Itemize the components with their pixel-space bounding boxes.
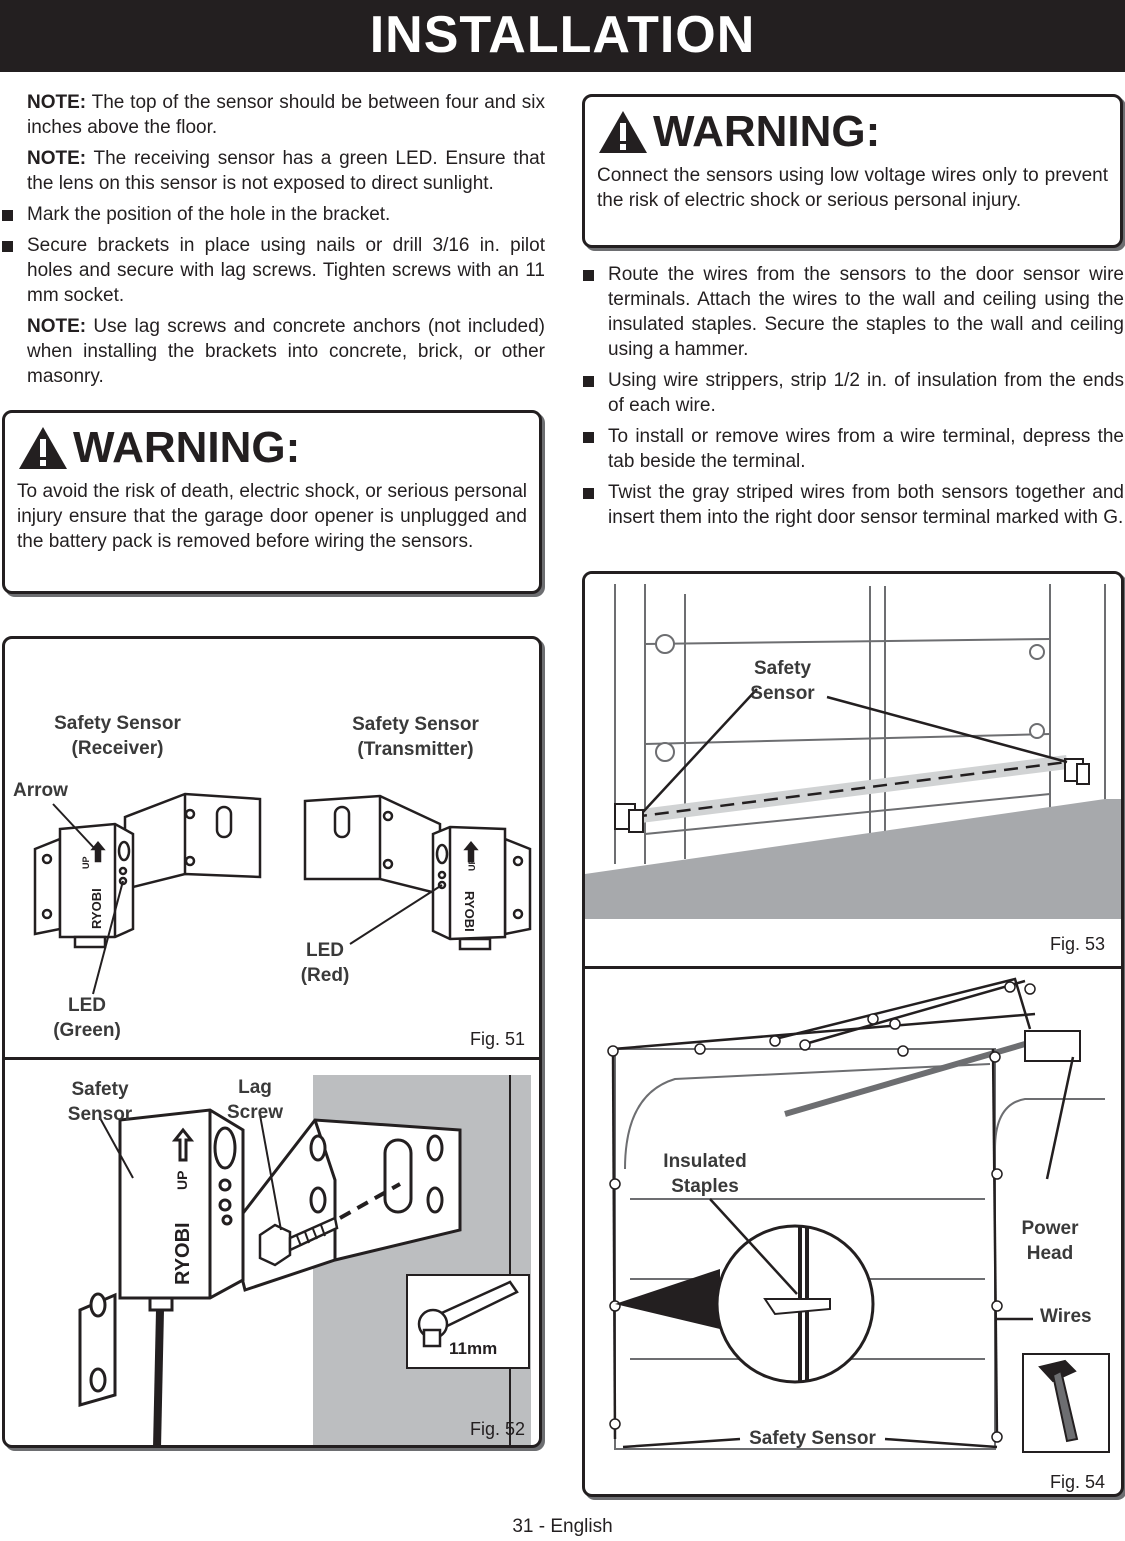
transmitter-up-text: UP	[467, 858, 477, 871]
fig51-transmitter-label: Safety Sensor (Transmitter)	[352, 714, 479, 760]
note-3: NOTE: Use lag screws and concrete anchors (not included) when installing the brackets into concrete, brick, or other masonry.	[27, 316, 545, 387]
left-column-text	[0, 90, 545, 395]
receiver-up-text: UP	[81, 856, 91, 869]
safety-sensor-leader-left	[623, 1439, 740, 1447]
hammer-inset	[1023, 1354, 1109, 1452]
figure-box-53-54	[582, 571, 1124, 1497]
bullet-twist-wires: Twist the gray striped wires from both sensors together and insert them into the right door sensor terminal marked with G.	[581, 480, 1124, 530]
warning-text: To avoid the risk of death, electric shock, or serious personal injury ensure that the garage door opener is unplugged and the battery pack is removed before wiring the sensors.	[17, 481, 527, 552]
bullet-wire-terminal: To install or remove wires from a wire terminal, depress the tab beside the terminal.	[581, 424, 1124, 474]
led-red-leader	[350, 885, 442, 944]
bullet-strip-wires: Using wire strippers, strip 1/2 in. of insulation from the ends of each wire.	[581, 368, 1124, 418]
fig54-power-head-label: Power Head	[1021, 1218, 1079, 1264]
bullet-secure-brackets: Secure brackets in place using nails or drill 3/16 in. pilot holes and secure with lag screws. Tighten screws with an 11 mm socket.	[0, 233, 545, 308]
zoom-circle	[717, 1226, 873, 1382]
sensor-up-text: UP	[174, 1170, 190, 1190]
fig51-led-red-label: LED (Red)	[300, 940, 350, 986]
transmitter-brand-text: RYOBI	[462, 891, 477, 932]
warning-title: WARNING:	[597, 107, 1108, 157]
fig53-illustration	[585, 574, 1121, 964]
fig54-wires-label: Wires	[1040, 1306, 1092, 1327]
fig54-label: Fig. 54	[1050, 1472, 1106, 1492]
fig54-insulated-staples-label: Insulated Staples	[663, 1151, 747, 1197]
power-head	[1025, 1031, 1080, 1061]
socket-wrench-inset	[407, 1275, 529, 1368]
warning-triangle-icon	[17, 425, 69, 471]
warning-text: Connect the sensors using low voltage wires only to prevent the risk of electric shock or serious personal injury.	[597, 165, 1108, 211]
note-1: NOTE: The top of the sensor should be between four and six inches above the floor.	[27, 92, 545, 138]
fig52-lag-screw-label: Lag Screw	[227, 1077, 283, 1123]
sensor-brand-text: RYOBI	[172, 1222, 194, 1285]
fig52-safety-sensor-label: Safety Sensor	[67, 1079, 133, 1125]
note-2: NOTE: The receiving sensor has a green LED. Ensure that the lens on this sensor is not exposed to direct sunlight.	[27, 148, 545, 194]
fig51-led-green-label: LED (Green)	[53, 995, 121, 1041]
fig54-safety-sensor-label: Safety Sensor	[749, 1428, 876, 1449]
fig51-arrow-label: Arrow	[13, 780, 68, 801]
receiver-brand-text: RYOBI	[89, 888, 104, 929]
warning-title: WARNING:	[17, 423, 527, 473]
sensor-wire	[157, 1310, 160, 1448]
right-column-text	[581, 262, 1124, 536]
fig52-label: Fig. 52	[470, 1419, 526, 1439]
page-header	[0, 0, 1125, 72]
page-title: INSTALLATION	[369, 6, 756, 64]
fig51-receiver-label: Safety Sensor (Receiver)	[54, 713, 181, 759]
fig51-label: Fig. 51	[470, 1029, 526, 1049]
warning-triangle-icon	[597, 109, 649, 155]
page-number: 31 - English	[512, 1516, 613, 1537]
safety-sensor-leader-right	[885, 1439, 997, 1447]
figure-box-51-52	[2, 636, 542, 1448]
fig53-label: Fig. 53	[1050, 934, 1106, 954]
socket-size-text: 11mm	[449, 1339, 498, 1358]
fig53-safety-sensor-label: Safety Sensor	[750, 658, 815, 704]
warning-box-left	[2, 410, 542, 594]
bullet-mark-position: Mark the position of the hole in the bracket.	[0, 202, 545, 227]
bullet-route-wires: Route the wires from the sensors to the door sensor wire terminals. Attach the wires to the wall and ceiling using the insulated staples. Secure the staples to the wall and ceiling using a hammer.	[581, 262, 1124, 362]
warning-box-right	[582, 94, 1123, 248]
power-head-leader	[1047, 1057, 1073, 1179]
